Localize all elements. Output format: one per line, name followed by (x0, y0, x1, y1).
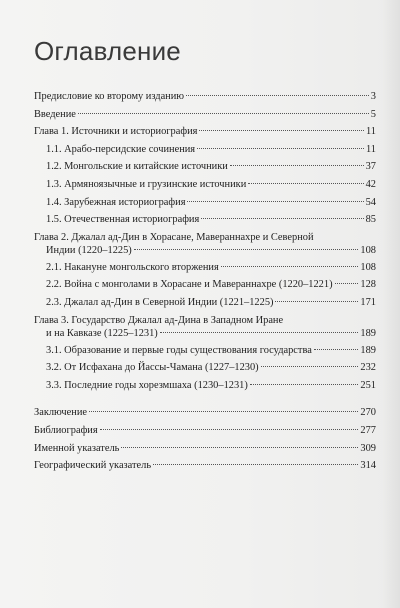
page-title: Оглавление (34, 36, 181, 66)
toc-entry-title: Библиография (34, 424, 98, 436)
toc-page-number: 277 (360, 424, 376, 436)
toc-entry-title: 2.3. Джалал ад-Дин в Северной Индии (1221–1225) (46, 296, 274, 308)
toc-entry-1-4 (34, 194, 376, 212)
dot-leader (275, 301, 358, 302)
toc-entry-title: Географический указатель (34, 460, 152, 472)
toc-entry-bibliography (34, 422, 376, 440)
toc-page-number: 189 (360, 344, 376, 356)
dot-leader (153, 464, 358, 465)
toc-entry-title: Заключение (34, 407, 87, 419)
toc-entry-title: 3.1. Образование и первые годы существования государства (46, 344, 312, 356)
toc-page-number: 128 (360, 279, 376, 291)
toc-entry-title: 1.2. Монгольские и китайские источники (46, 161, 228, 173)
toc-page-number: 37 (365, 161, 376, 173)
toc-entry-title: 1.5. Отечественная историография (46, 214, 200, 226)
toc-entry-title: 1.1. Арабо-персидские сочинения (46, 143, 196, 155)
toc-entry-1-1 (34, 141, 376, 159)
toc-entry-title: Введение (34, 108, 76, 120)
dot-leader (187, 201, 363, 202)
toc-entry-title: Именной указатель (34, 442, 120, 454)
toc-entry-name-index (34, 440, 376, 458)
dot-leader (314, 349, 359, 350)
toc-page-number: 232 (360, 362, 376, 374)
dot-leader (100, 429, 359, 430)
dot-leader (199, 130, 364, 131)
toc-entry-preface (34, 88, 376, 106)
dot-leader (134, 249, 359, 250)
dot-leader (186, 95, 369, 96)
toc-entry-2-1 (34, 259, 376, 277)
toc-page-number: 108 (360, 261, 376, 273)
toc-page-number: 108 (360, 244, 376, 256)
dot-leader (230, 165, 364, 166)
dot-leader (201, 218, 363, 219)
toc-entry-conclusion (34, 404, 376, 422)
toc-entry-chapter-2 (34, 229, 376, 259)
toc-page-number: 5 (370, 108, 376, 120)
page-edge-shadow (382, 0, 400, 608)
dot-leader (89, 411, 358, 412)
toc-page-number: 314 (360, 460, 376, 472)
toc-entry-geo-index (34, 457, 376, 475)
toc-entry-title: 2.1. Накануне монгольского вторжения (46, 261, 219, 273)
toc-page-number: 270 (360, 407, 376, 419)
toc-entry-title: Глава 2. Джалал ад-Дин в Хорасане, Мавераннахре и Северной (34, 231, 314, 243)
toc-entry-title-continued: Индии (1220–1225) (46, 244, 132, 256)
toc-entry-1-5 (34, 211, 376, 229)
toc-entry-title: Предисловие ко второму изданию (34, 91, 185, 102)
dot-leader (248, 183, 363, 184)
dot-leader (197, 148, 364, 149)
toc-entry-chapter-3 (34, 312, 376, 342)
toc-page-number: 54 (365, 196, 376, 208)
dot-leader (160, 332, 359, 333)
toc-entry-title: Глава 3. Государство Джалал ад-Дина в Западном Иране (34, 314, 284, 326)
toc-page-number: 42 (365, 178, 376, 190)
toc-entry-chapter-1 (34, 123, 376, 141)
toc-entry-1-3 (34, 176, 376, 194)
toc-entry-1-2 (34, 158, 376, 176)
toc-entry-2-3 (34, 294, 376, 312)
dot-leader (121, 447, 358, 448)
table-of-contents (34, 88, 376, 475)
dot-leader (261, 366, 359, 367)
toc-entry-title: 1.4. Зарубежная историография (46, 196, 186, 208)
toc-entry-title: Глава 1. Источники и историография (34, 126, 198, 138)
toc-entry-title: 3.2. От Исфахана до Йассы-Чамана (1227–1230) (46, 362, 259, 374)
toc-page-number: 309 (360, 442, 376, 454)
toc-page-number: 85 (365, 214, 376, 226)
dot-leader (221, 266, 359, 267)
toc-page-number: 11 (365, 143, 376, 155)
toc-entry-3-1 (34, 342, 376, 360)
toc-page-number: 189 (360, 327, 376, 339)
toc-entry-title: 3.3. Последние годы хорезмшаха (1230–1231) (46, 379, 248, 391)
dot-leader (335, 283, 359, 284)
section-gap (34, 394, 376, 404)
toc-entry-title: 2.2. Война с монголами в Хорасане и Мавераннахре (1220–1221) (46, 279, 333, 291)
toc-entry-3-2 (34, 359, 376, 377)
toc-page-number: 3 (370, 91, 376, 102)
toc-entry-title: 1.3. Армяноязычные и грузинские источники (46, 178, 247, 190)
toc-page-number: 171 (360, 296, 376, 308)
toc-entry-intro (34, 106, 376, 124)
toc-page-number: 11 (365, 126, 376, 138)
dot-leader (78, 113, 369, 114)
toc-page-number: 251 (360, 379, 376, 391)
toc-entry-2-2 (34, 276, 376, 294)
toc-entry-title-continued: и на Кавказе (1225–1231) (46, 327, 158, 339)
toc-entry-3-3 (34, 377, 376, 395)
dot-leader (250, 384, 359, 385)
